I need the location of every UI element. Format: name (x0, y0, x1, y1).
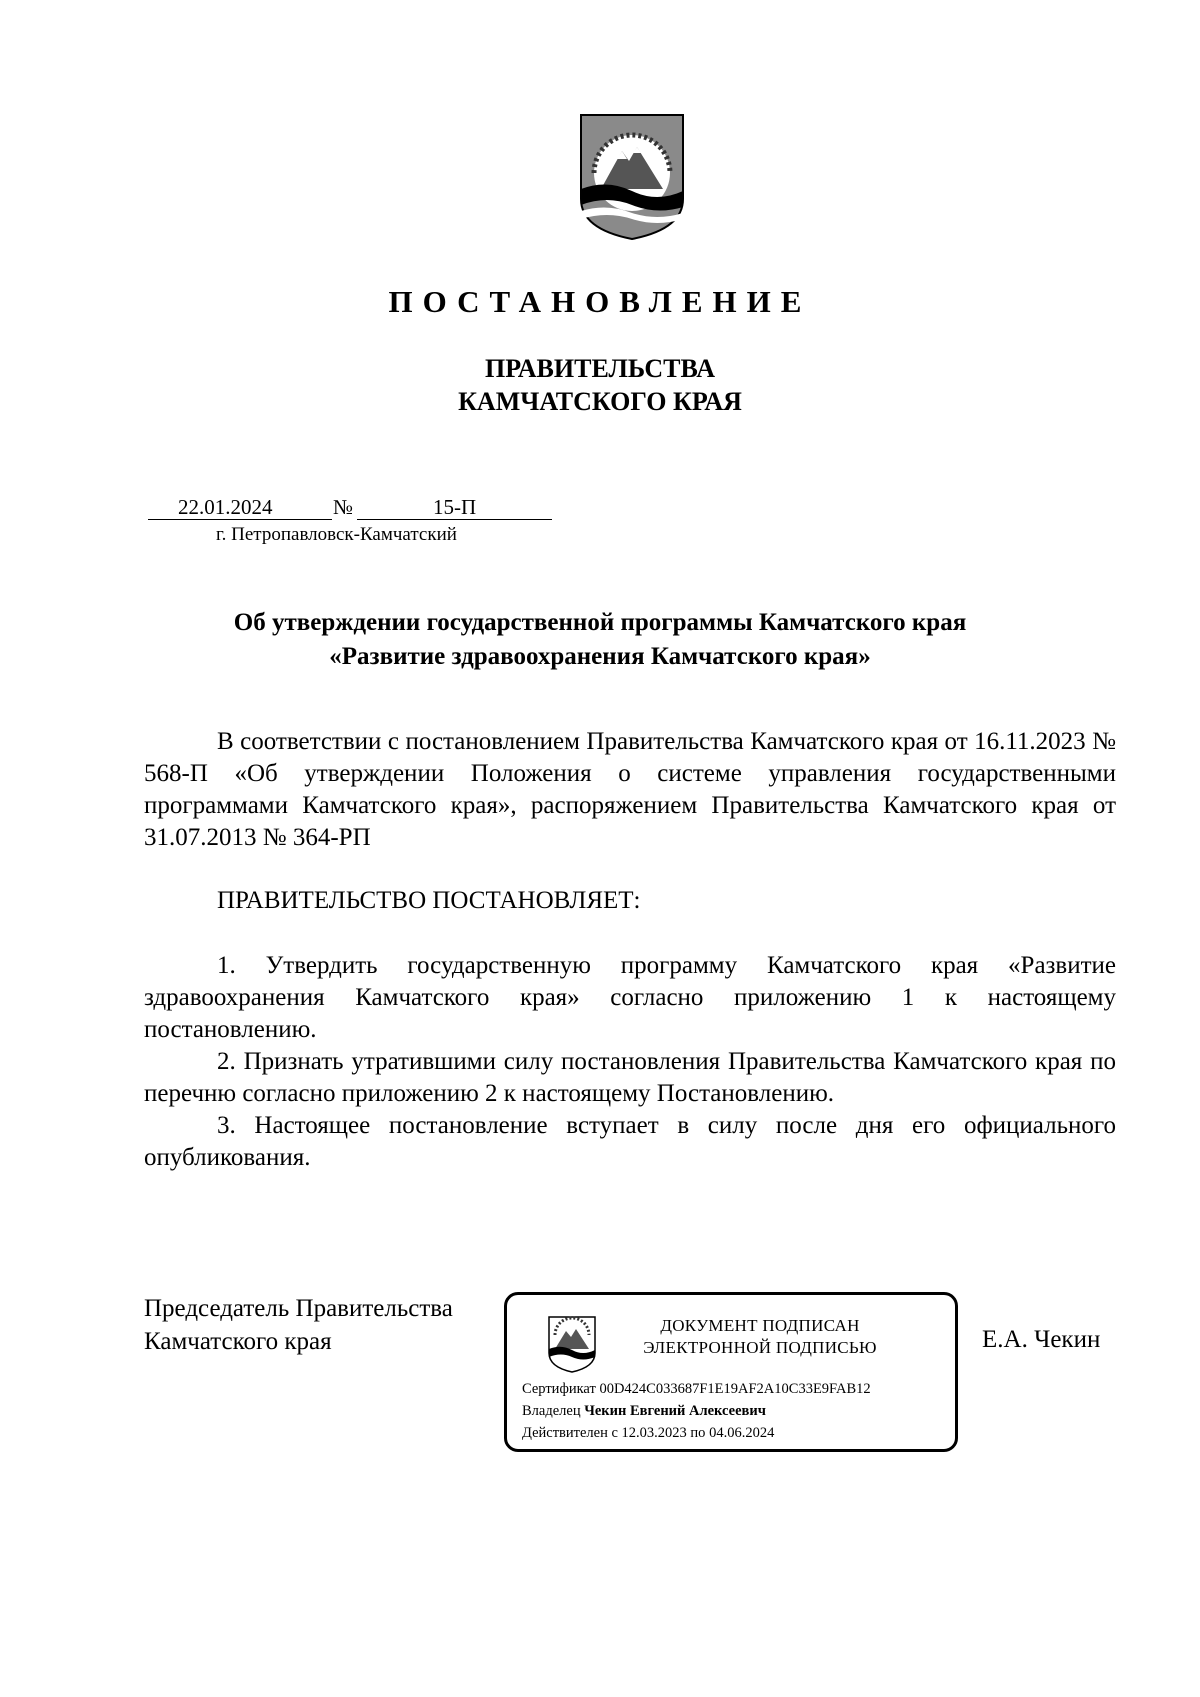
number-sign: № (333, 495, 354, 519)
certificate-row (522, 1379, 871, 1399)
validity-from-word: с (611, 1425, 618, 1441)
subject-line-1: Об утверждении государственной программы Камчатского края (233, 609, 967, 636)
validity-to-word: по (690, 1425, 706, 1441)
kamchatka-coat-of-arms-icon (577, 111, 687, 241)
position-line-2: Камчатского края (144, 1328, 332, 1355)
preamble-section (144, 726, 1116, 854)
document-subject (0, 606, 1200, 674)
validity-label: Действителен (522, 1425, 608, 1441)
stamp-emblem-icon (547, 1315, 597, 1373)
document-date: 22.01.2024 (178, 495, 273, 519)
resolution-points (144, 950, 1116, 1174)
place-of-issue: г. Петропавловск-Камчатский (216, 524, 457, 545)
preamble-paragraph: В соответствии с постановлением Правительства Камчатского края от 16.11.2023 № 568-П «Об утверждении Положения о системе управления государственными программами Камчатского края», распоряжением Правительства Камчатского края от 31.07.2013 № 364-РП (144, 728, 1116, 851)
point-1: 1. Утвердить государственную программу Камчатского края «Развитие здравоохранения Камчатского края» согласно приложению 1 к настоящему постановлению. (144, 952, 1116, 1043)
owner-value: Чекин Евгений Алексеевич (584, 1403, 766, 1419)
document-type-title: ПОСТАНОВЛЕНИЕ (388, 284, 812, 319)
stamp-heading (605, 1315, 915, 1359)
validity-to-date: 04.06.2024 (709, 1425, 775, 1441)
certificate-value: 00D424C033687F1E19AF2A10C33E9FAB12 (599, 1381, 871, 1397)
issuing-authority (0, 352, 1200, 418)
stamp-heading-line-2: ЭЛЕКТРОННОЙ ПОДПИСЬЮ (643, 1338, 877, 1357)
validity-from-date: 12.03.2023 (621, 1425, 687, 1441)
point-3: 3. Настоящее постановление вступает в силу после дня его официального опубликования. (144, 1112, 1116, 1171)
electronic-signature-stamp (504, 1292, 958, 1452)
number-underline (357, 519, 552, 520)
resolve-heading: ПРАВИТЕЛЬСТВО ПОСТАНОВЛЯЕТ: (217, 887, 641, 914)
document-number: 15-П (433, 495, 477, 519)
owner-label: Владелец (522, 1403, 581, 1419)
date-underline (148, 519, 332, 520)
authority-line-1: ПРАВИТЕЛЬСТВА (485, 354, 715, 383)
signatory-name: Е.А. Чекин (982, 1326, 1101, 1353)
stamp-heading-line-1: ДОКУМЕНТ ПОДПИСАН (660, 1316, 860, 1335)
subject-line-2: «Развитие здравоохранения Камчатского края» (329, 643, 871, 670)
validity-row (522, 1423, 774, 1443)
signatory-position (144, 1292, 453, 1358)
position-line-1: Председатель Правительства (144, 1295, 453, 1322)
point-2: 2. Признать утратившими силу постановления Правительства Камчатского края по перечню согласно приложению 2 к настоящему Постановлению. (144, 1048, 1116, 1107)
authority-line-2: КАМЧАТСКОГО КРАЯ (458, 387, 742, 416)
certificate-label: Сертификат (522, 1381, 596, 1397)
owner-row (522, 1401, 766, 1421)
